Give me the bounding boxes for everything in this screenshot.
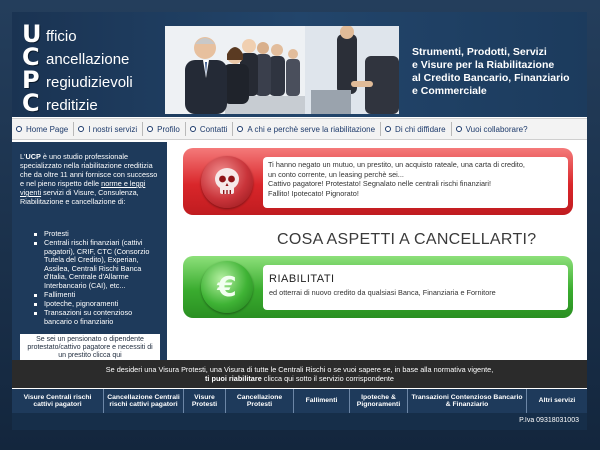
- logo-row: [22, 43, 172, 71]
- logo-letter: U: [22, 20, 42, 48]
- tagline-line: e Visure per la Riabilitazione: [412, 59, 555, 71]
- site-header: [12, 12, 587, 117]
- red-banner[interactable]: [183, 148, 573, 215]
- services-bar: [12, 389, 587, 413]
- service-visure-protesti[interactable]: Visure Protesti: [184, 389, 226, 413]
- nav-label: Di chi diffidare: [395, 124, 446, 134]
- green-banner-title: RIABILITATI: [269, 273, 335, 285]
- green-banner[interactable]: [183, 256, 573, 318]
- service-fallimenti[interactable]: Fallimenti: [294, 389, 350, 413]
- main-content: [167, 142, 587, 360]
- logo-row: [22, 66, 172, 94]
- logo-row: [22, 89, 172, 117]
- nav-profilo[interactable]: [143, 122, 186, 136]
- tagline-line: al Credito Bancario, Finanziario: [412, 72, 570, 84]
- euro-svg: [201, 261, 253, 313]
- info-band: [12, 360, 587, 388]
- business-people-photo: [165, 26, 399, 114]
- piva-text: P.Iva 09318031003: [519, 417, 579, 424]
- services-list: [32, 230, 162, 327]
- band-bold: ti puoi riabilitare: [205, 374, 262, 383]
- circle-bullet-icon: [385, 126, 391, 132]
- green-banner-subtitle: ed otterrai di nuovo credito da qualsiasi Banca, Finanziaria e Fornitore: [269, 288, 496, 297]
- ucpc-logo[interactable]: [22, 20, 172, 117]
- circle-bullet-icon: [78, 126, 84, 132]
- nav-label: Contatti: [199, 124, 228, 134]
- band-line-2: [12, 374, 587, 383]
- list-item: Fallimenti: [32, 291, 162, 300]
- photo-illustration: [165, 26, 399, 114]
- list-item: Transazioni su contenzioso bancario o finanziario: [32, 309, 162, 326]
- logo-letter: P: [22, 66, 40, 94]
- nav-label: Profilo: [157, 124, 180, 134]
- logo-word: reditizie: [46, 97, 98, 114]
- service-ipoteche[interactable]: Ipoteche & Pignoramenti: [350, 389, 408, 413]
- logo-row: [22, 20, 172, 48]
- nav-label: A chi e perchè serve la riabilitazione: [247, 124, 376, 134]
- euro-icon: [201, 261, 253, 313]
- intro-prefix: L': [20, 152, 26, 161]
- nav-collaborare[interactable]: [452, 122, 533, 136]
- footer: [12, 413, 587, 430]
- nav-label: I nostri servizi: [88, 124, 138, 134]
- service-cancellazione-protesti[interactable]: Cancellazione Protesti: [226, 389, 294, 413]
- skull-icon: [201, 156, 253, 208]
- tagline-line: e Commerciale: [412, 85, 487, 97]
- norme-link[interactable]: norme e leggi vigenti: [20, 179, 146, 197]
- logo-word: ancellazione: [46, 51, 130, 68]
- red-banner-text-box: [263, 157, 568, 208]
- circle-bullet-icon: [237, 126, 243, 132]
- band-rest: clicca qui sotto il servizio corrispondente: [261, 374, 394, 383]
- sidebar: [12, 142, 167, 360]
- circle-bullet-icon: [147, 126, 153, 132]
- list-item: Centrali rischi finanziari (cattivi pagatori), CRIF, CTC (Consorzio Tutela del Credito), Experian, Assilea, Centrali Rischi Banca d'Italia, Centrale d'Allarme Interbancario (CAI), etc...: [32, 239, 162, 291]
- green-banner-text-box: [263, 265, 568, 310]
- service-altri[interactable]: Altri servizi: [538, 397, 576, 405]
- service-visure-centrali[interactable]: Visure Centrali rischi cattivi pagatori: [12, 389, 104, 413]
- intro-text: è uno studio professionale specializzato nella riabilitazione creditizia che da oltre 11 anni fornisce con successo e nel pieno rispetto delle: [20, 152, 158, 188]
- circle-bullet-icon: [190, 126, 196, 132]
- red-line: un conto corrente, un leasing perchè sei...: [268, 169, 404, 179]
- service-cancellazione-centrali[interactable]: Cancellazione Centrali rischi cattivi pagatori: [104, 389, 184, 413]
- service-transazioni[interactable]: Transazioni Contenzioso Bancario & Finanziario: [408, 389, 527, 413]
- skull-svg: [201, 156, 253, 208]
- nav-servizi[interactable]: [74, 122, 143, 136]
- euro-glyph: €: [217, 270, 237, 303]
- red-line: Ti hanno negato un mutuo, un prestito, un acquisto rateale, una carta di credito,: [268, 160, 525, 169]
- logo-letter: C: [22, 43, 40, 71]
- logo-word: regiudizievoli: [46, 74, 133, 91]
- list-item: Ipoteche, pignoramenti: [32, 300, 162, 309]
- tagline-line: Strumenti, Prodotti, Servizi: [412, 46, 547, 58]
- site-frame: [12, 12, 587, 430]
- nav-riabilitazione[interactable]: [233, 122, 381, 136]
- logo-word: fficio: [46, 28, 77, 45]
- sidebar-intro: [20, 152, 160, 206]
- red-line: Cattivo pagatore! Protestato! Segnalato nelle centrali rischi finanziari!: [268, 179, 492, 188]
- list-item: Protesti: [32, 230, 162, 239]
- nav-diffidare[interactable]: [381, 122, 452, 136]
- pension-loan-link[interactable]: Se sei un pensionato o dipendente protestato/cattivo pagatore e necessiti di un prestito clicca qui: [20, 334, 160, 364]
- intro-ucp: UCP: [25, 152, 41, 161]
- nav-label: Vuoi collaborare?: [465, 124, 528, 134]
- circle-bullet-icon: [456, 126, 462, 132]
- band-line-1: Se desideri una Visura Protesti, una Visura di tutte le Centrali Rischi o se vuoi sapere se, in base alla normativa vigente,: [105, 365, 494, 374]
- logo-letter: C: [22, 89, 40, 117]
- intro-text-end: servizi di Visure, Consulenza, Riabilitazione e cancellazione di:: [20, 188, 139, 206]
- headline: COSA ASPETTI A CANCELLARTI?: [277, 231, 537, 248]
- nav-contatti[interactable]: [186, 122, 234, 136]
- header-tagline: [412, 46, 582, 98]
- nav-home[interactable]: [12, 122, 74, 136]
- main-nav: [12, 118, 587, 140]
- circle-bullet-icon: [16, 126, 22, 132]
- red-line: Fallito! Ipotecato! Pignorato!: [268, 188, 359, 198]
- red-banner-text: [268, 160, 566, 198]
- nav-label: Home Page: [26, 124, 69, 134]
